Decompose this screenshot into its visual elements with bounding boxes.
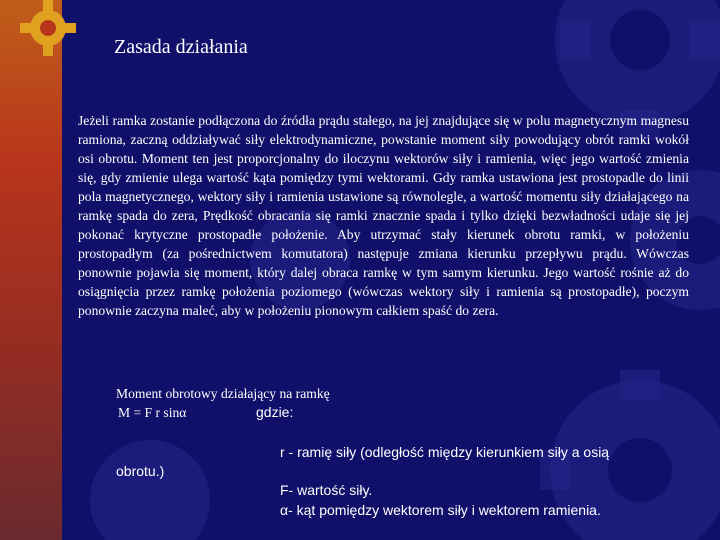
moment-label: Moment obrotowy działający na ramkę — [116, 386, 330, 401]
torque-formula: M = F r sinα — [118, 405, 187, 420]
legend-r-continuation: obrotu.) — [116, 463, 165, 479]
slide-title: Zasada działania — [114, 36, 248, 58]
legend-alpha: α- kąt pomiędzy wektorem siły i wektorem ramienia. — [280, 502, 601, 518]
legend-f: F- wartość siły. — [280, 482, 373, 498]
legend-r: r - ramię siły (odległość między kierunkiem siły a osią — [280, 444, 610, 460]
left-decorative-bar — [0, 0, 62, 540]
gear-icon — [20, 0, 80, 80]
body-paragraph: Jeżeli ramka zostanie podłączona do źródła prądu stałego, na jej znajdujące się w polu magnetycznym magnesu ramiona, zaczną oddziaływać siły elektrodynamiczne, powstanie moment siły powodujący obrót ramki wokół osi obrotu. Moment ten jest proporcjonalny do iloczynu wektorów siły i ramienia, więc jego wartość zmienia się, gdy zmienie ulega wartość kąta pomiędzy tymi wektorami. Gdy ramka ustawiona jest prostopadle do linii pola magnetycznego, wektory siły i ramienia ustawione są równolegle, a wartość momentu siły działającego na ramkę spada do zera, Prędkość obracania się ramki znacznie spada i tylko dzięki bezwładności udaje się jej pokonać krytyczne prostopadłe położenie. Aby utrzymać stały kierunek obrotu ramki, w położeniu prostopadłym (za pośrednictwem komutatora) następuje zmiana kierunku przepływu prądu. Wówczas ponownie pojawia się moment, który dalej obraca ramkę w tym samym kierunku. Jego wartość rośnie aż do osiągnięcia przez ramkę położenia poziomego (wówczas wektory siły i ramienia są prostopadłe), poczym ponownie zaczyna maleć, aby w położeniu pionowym całkiem spaść do zera. — [78, 113, 689, 318]
where-label: gdzie: — [256, 404, 294, 420]
